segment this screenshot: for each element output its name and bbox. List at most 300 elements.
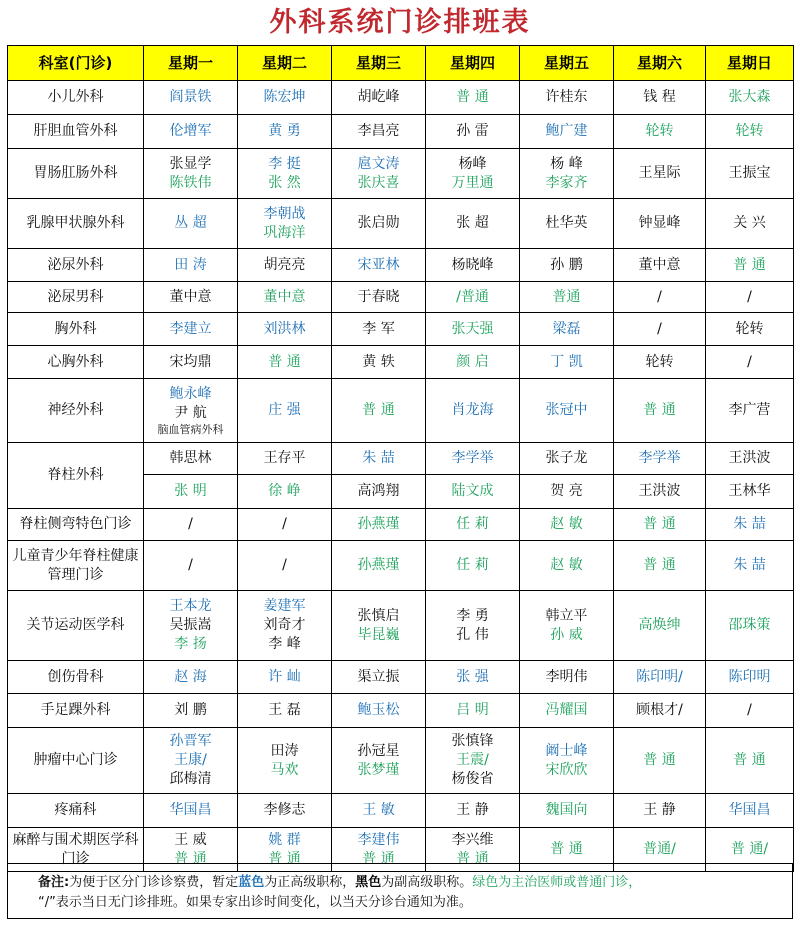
schedule-cell xyxy=(144,661,238,694)
doctor-name: 于春晓 xyxy=(357,288,400,305)
doctor-name: 轮转 xyxy=(645,353,674,370)
doctor-name: 刘洪林 xyxy=(263,320,306,337)
doctor-name: 尹 航 xyxy=(174,404,207,421)
doctor-name: 王星际 xyxy=(638,165,681,181)
schedule-cell xyxy=(706,591,794,661)
doctor-name: 朱 喆 xyxy=(733,516,766,532)
schedule-cell xyxy=(144,282,238,313)
doctor-name: 王洪波 xyxy=(728,450,771,466)
doctor-name: 邱梅清 xyxy=(169,771,212,787)
doctor-name: 朱 喆 xyxy=(362,450,395,466)
doctor-name: 渠立振 xyxy=(357,668,400,685)
doctor-name: 赵 海 xyxy=(174,668,207,685)
schedule-cell xyxy=(426,794,520,828)
schedule-cell xyxy=(238,282,332,313)
schedule-cell xyxy=(614,282,706,313)
schedule-cell xyxy=(238,794,332,828)
footer-label: 备注: xyxy=(38,875,70,890)
schedule-cell xyxy=(332,199,426,249)
doctor-name: / xyxy=(657,288,662,305)
schedule-cell xyxy=(238,541,332,591)
schedule-cell xyxy=(706,81,794,115)
doctor-name: 徐 峥 xyxy=(268,483,301,499)
schedule-cell xyxy=(238,313,332,346)
schedule-cell xyxy=(144,199,238,249)
schedule-cell xyxy=(332,443,426,475)
doctor-name: 普 通/ xyxy=(730,841,769,857)
doctor-name: 普 通 xyxy=(643,557,676,573)
table-row xyxy=(8,249,794,282)
schedule-cell xyxy=(332,379,426,443)
header-row xyxy=(8,46,794,81)
header-day-5: 星期五 xyxy=(520,46,614,81)
doctor-name: 李 峰 xyxy=(268,636,301,652)
doctor-name: 张慎启 xyxy=(357,607,400,624)
schedule-cell xyxy=(426,379,520,443)
schedule-cell xyxy=(426,509,520,541)
table-row xyxy=(8,81,794,115)
schedule-cell xyxy=(706,728,794,794)
doctor-name: 陈印明/ xyxy=(636,668,683,685)
doctor-name: 孙燕瑾 xyxy=(357,516,400,532)
doctor-name: 钟显峰 xyxy=(638,215,681,231)
doctor-name: 肖龙海 xyxy=(451,402,494,418)
schedule-cell xyxy=(238,443,332,475)
doctor-name: 李朝战 xyxy=(263,205,306,222)
doctor-name: 刘奇才 xyxy=(263,617,306,633)
doctor-name: 吴振嵩 xyxy=(169,617,212,633)
doctor-name: 李明伟 xyxy=(545,668,588,685)
schedule-cell xyxy=(706,509,794,541)
doctor-name: 许 屾 xyxy=(268,668,301,685)
doctor-name: 李 挺 xyxy=(268,155,301,172)
schedule-cell xyxy=(332,794,426,828)
doctor-name: / xyxy=(282,516,287,532)
doctor-name: 普 通 xyxy=(456,89,489,105)
doctor-name: 普 通 xyxy=(362,402,395,418)
table-row xyxy=(8,591,794,661)
schedule-cell xyxy=(706,149,794,199)
footer-text-2: 为正高级职称， xyxy=(264,875,356,890)
table-row xyxy=(8,115,794,149)
doctor-name: 胡屹峰 xyxy=(357,89,400,105)
schedule-cell xyxy=(332,313,426,346)
doctor-name: 王康/ xyxy=(174,752,207,768)
doctor-name: 毕昆巍 xyxy=(357,626,400,643)
schedule-cell xyxy=(238,694,332,728)
schedule-cell xyxy=(520,443,614,475)
doctor-name: 张子龙 xyxy=(545,450,588,466)
doctor-name: 韩立平 xyxy=(545,607,588,624)
doctor-name: 鲍玉松 xyxy=(357,702,400,718)
schedule-cell xyxy=(520,199,614,249)
doctor-name: 脑血管病外科 xyxy=(157,422,224,436)
header-department: 科室(门诊) xyxy=(8,46,144,81)
doctor-name: 王林华 xyxy=(728,483,771,499)
schedule-cell xyxy=(614,249,706,282)
doctor-name: 华国昌 xyxy=(169,802,212,818)
schedule-cell xyxy=(144,313,238,346)
doctor-name: 韩思林 xyxy=(169,450,212,466)
department-name: 肝胆血管外科 xyxy=(8,115,144,149)
doctor-name: 阎景铁 xyxy=(169,89,212,105)
schedule-cell xyxy=(332,509,426,541)
doctor-name: 张大森 xyxy=(728,89,771,105)
schedule-cell xyxy=(426,728,520,794)
doctor-name: 巩海洋 xyxy=(263,224,306,241)
schedule-cell xyxy=(238,379,332,443)
schedule-cell xyxy=(520,81,614,115)
doctor-name: 李建伟 xyxy=(357,831,400,848)
doctor-name: 宋均鼎 xyxy=(169,353,212,370)
doctor-name: 邵珠策 xyxy=(728,617,771,633)
schedule-cell xyxy=(706,541,794,591)
doctor-name: 李 军 xyxy=(362,320,395,337)
doctor-name: 李建立 xyxy=(169,320,212,337)
doctor-name: / xyxy=(747,702,752,718)
table-row xyxy=(8,509,794,541)
doctor-name: 丁 凯 xyxy=(550,353,583,370)
schedule-cell xyxy=(332,661,426,694)
schedule-cell xyxy=(332,591,426,661)
schedule-cell xyxy=(144,346,238,379)
schedule-cell xyxy=(614,81,706,115)
table-row xyxy=(8,694,794,728)
department-name: 脊柱外科 xyxy=(8,443,144,509)
schedule-cell xyxy=(520,591,614,661)
footer-text-3: 为副高级职称。 xyxy=(381,875,473,890)
schedule-cell xyxy=(614,346,706,379)
schedule-cell xyxy=(238,249,332,282)
doctor-name: 孙 鹏 xyxy=(550,256,583,273)
header-day-2: 星期二 xyxy=(238,46,332,81)
doctor-name: 杨峰 xyxy=(458,155,487,172)
schedule-cell xyxy=(332,694,426,728)
schedule-cell xyxy=(144,475,238,509)
doctor-name: 王震/ xyxy=(456,752,489,768)
schedule-cell xyxy=(426,199,520,249)
schedule-cell xyxy=(426,313,520,346)
schedule-cell xyxy=(520,313,614,346)
doctor-name: 李学举 xyxy=(451,450,494,466)
doctor-name: 张 明 xyxy=(174,483,207,499)
doctor-name: / xyxy=(188,557,193,573)
header-day-1: 星期一 xyxy=(144,46,238,81)
doctor-name: 鲍广建 xyxy=(545,123,588,139)
schedule-cell xyxy=(614,379,706,443)
doctor-name: 董中意 xyxy=(169,288,212,305)
doctor-name: 李 勇 xyxy=(456,607,489,624)
department-name: 麻醉与围术期医学科门诊 xyxy=(8,828,144,872)
schedule-cell xyxy=(706,443,794,475)
doctor-name: 普 通 xyxy=(268,353,301,370)
table-row xyxy=(8,443,794,475)
schedule-cell xyxy=(332,115,426,149)
doctor-name: 轮转 xyxy=(645,123,674,139)
schedule-cell xyxy=(238,199,332,249)
doctor-name: 钱 程 xyxy=(643,89,676,105)
doctor-name: 田 涛 xyxy=(174,256,207,273)
schedule-cell xyxy=(238,509,332,541)
doctor-name: 冯耀国 xyxy=(545,702,588,718)
schedule-cell xyxy=(426,661,520,694)
schedule-cell xyxy=(614,661,706,694)
doctor-name: 伦增军 xyxy=(169,123,212,139)
schedule-cell xyxy=(238,115,332,149)
schedule-cell xyxy=(614,794,706,828)
schedule-cell xyxy=(238,81,332,115)
doctor-name: / xyxy=(188,516,193,532)
doctor-name: 庄 强 xyxy=(268,402,301,418)
table-row xyxy=(8,282,794,313)
doctor-name: 张启勋 xyxy=(357,215,400,231)
schedule-cell xyxy=(614,149,706,199)
doctor-name: 李兴维 xyxy=(451,831,494,848)
doctor-name: 普 通 xyxy=(643,402,676,418)
schedule-table xyxy=(7,45,794,872)
schedule-cell xyxy=(332,282,426,313)
schedule-cell xyxy=(520,249,614,282)
doctor-name: 高鸿翔 xyxy=(357,483,400,499)
header-day-6: 星期六 xyxy=(614,46,706,81)
schedule-cell xyxy=(144,115,238,149)
schedule-cell xyxy=(614,475,706,509)
schedule-cell xyxy=(426,249,520,282)
department-name: 关节运动医学科 xyxy=(8,591,144,661)
table-row xyxy=(8,199,794,249)
schedule-cell xyxy=(706,661,794,694)
table-row xyxy=(8,313,794,346)
schedule-cell xyxy=(706,794,794,828)
schedule-cell xyxy=(614,728,706,794)
doctor-name: 王振宝 xyxy=(728,165,771,181)
schedule-cell xyxy=(238,591,332,661)
schedule-cell xyxy=(614,591,706,661)
doctor-name: / xyxy=(747,288,752,305)
doctor-name: 姚 群 xyxy=(268,831,301,848)
department-name: 胸外科 xyxy=(8,313,144,346)
doctor-name: 陈印明 xyxy=(728,668,771,685)
doctor-name: 张显学 xyxy=(169,155,212,172)
doctor-name: 孔 伟 xyxy=(456,626,489,643)
doctor-name: 胡亮亮 xyxy=(263,256,306,273)
schedule-cell xyxy=(520,728,614,794)
doctor-name: 李 扬 xyxy=(174,636,207,652)
doctor-name: 马欢 xyxy=(270,761,299,778)
doctor-name: 普 通 xyxy=(643,752,676,768)
schedule-cell xyxy=(706,694,794,728)
schedule-cell xyxy=(614,541,706,591)
schedule-cell xyxy=(144,541,238,591)
schedule-cell xyxy=(520,694,614,728)
doctor-name: 朱 喆 xyxy=(733,557,766,573)
doctor-name: 赵 敏 xyxy=(550,557,583,573)
schedule-cell xyxy=(706,313,794,346)
doctor-name: 李修志 xyxy=(263,802,306,818)
schedule-cell xyxy=(144,81,238,115)
doctor-name: 董中意 xyxy=(638,256,681,273)
schedule-cell xyxy=(238,661,332,694)
table-row xyxy=(8,794,794,828)
department-name: 儿童青少年脊柱健康管理门诊 xyxy=(8,541,144,591)
schedule-cell xyxy=(520,509,614,541)
doctor-name: 高焕绅 xyxy=(638,617,681,633)
footer-note xyxy=(7,863,793,919)
doctor-name: 张 强 xyxy=(456,668,489,685)
schedule-cell xyxy=(614,694,706,728)
schedule-cell xyxy=(520,149,614,199)
department-name: 心胸外科 xyxy=(8,346,144,379)
doctor-name: 杨俊省 xyxy=(451,771,494,787)
doctor-name: 张冠中 xyxy=(545,402,588,418)
doctor-name: 陆文成 xyxy=(451,483,494,499)
doctor-name: 孙晋军 xyxy=(169,733,212,749)
doctor-name: 张慎锋 xyxy=(451,733,494,749)
doctor-name: 轮转 xyxy=(735,320,764,337)
doctor-name: 黄 勇 xyxy=(268,123,301,139)
doctor-name: 王 威 xyxy=(174,831,207,848)
table-row xyxy=(8,149,794,199)
doctor-name: 姜建军 xyxy=(263,598,306,614)
schedule-cell xyxy=(614,199,706,249)
schedule-cell xyxy=(426,149,520,199)
footer-line-1 xyxy=(38,873,782,893)
schedule-cell xyxy=(706,199,794,249)
schedule-cell xyxy=(426,115,520,149)
doctor-name: 张梦瑾 xyxy=(357,761,400,778)
schedule-cell xyxy=(520,115,614,149)
doctor-name: 李广营 xyxy=(728,402,771,418)
schedule-cell xyxy=(238,346,332,379)
table-row xyxy=(8,541,794,591)
doctor-name: 华国昌 xyxy=(728,802,771,818)
schedule-cell xyxy=(614,115,706,149)
footer-blue-word: 蓝色 xyxy=(238,875,265,890)
doctor-name: 孙冠星 xyxy=(357,742,400,759)
schedule-cell xyxy=(332,81,426,115)
footer-black-word: 黑色 xyxy=(355,875,382,890)
doctor-name: 扈文涛 xyxy=(357,155,400,172)
header-day-3: 星期三 xyxy=(332,46,426,81)
schedule-cell xyxy=(706,346,794,379)
doctor-name: 普 通 xyxy=(174,850,207,867)
schedule-cell xyxy=(520,794,614,828)
schedule-cell xyxy=(520,346,614,379)
department-name: 小儿外科 xyxy=(8,81,144,115)
doctor-name: 轮转 xyxy=(735,123,764,139)
doctor-name: 魏国向 xyxy=(545,802,588,818)
footer-text-1: 为便于区分门诊诊察费，暂定 xyxy=(69,875,239,890)
doctor-name: 王存平 xyxy=(263,450,306,466)
table-row xyxy=(8,379,794,443)
schedule-cell xyxy=(614,509,706,541)
schedule-cell xyxy=(426,475,520,509)
doctor-name: 王 敏 xyxy=(362,802,395,818)
doctor-name: 丛 超 xyxy=(174,215,207,231)
department-name: 手足踝外科 xyxy=(8,694,144,728)
schedule-cell xyxy=(520,282,614,313)
department-name: 胃肠肛肠外科 xyxy=(8,149,144,199)
doctor-name: 梁磊 xyxy=(552,320,581,337)
department-name: 疼痛科 xyxy=(8,794,144,828)
doctor-name: 王洪波 xyxy=(638,483,681,499)
doctor-name: 普 通 xyxy=(733,752,766,768)
department-name: 神经外科 xyxy=(8,379,144,443)
schedule-cell xyxy=(520,541,614,591)
doctor-name: 宋欣欣 xyxy=(545,761,588,778)
doctor-name: 刘 鹏 xyxy=(174,702,207,718)
department-name: 肿瘤中心门诊 xyxy=(8,728,144,794)
doctor-name: 鲍永峰 xyxy=(169,385,212,402)
doctor-name: 普 通 xyxy=(733,256,766,273)
doctor-name: 普 通 xyxy=(456,850,489,867)
doctor-name: 陈宏坤 xyxy=(263,89,306,105)
schedule-cell xyxy=(144,509,238,541)
doctor-name: 张 然 xyxy=(268,174,301,191)
doctor-name: / xyxy=(657,320,662,337)
doctor-name: 任 莉 xyxy=(456,516,489,532)
schedule-cell xyxy=(426,346,520,379)
schedule-cell xyxy=(426,694,520,728)
doctor-name: 吕 明 xyxy=(456,702,489,718)
schedule-cell xyxy=(144,249,238,282)
schedule-cell xyxy=(426,81,520,115)
schedule-cell xyxy=(520,379,614,443)
schedule-cell xyxy=(614,313,706,346)
doctor-name: 杨晓峰 xyxy=(451,256,494,273)
schedule-cell xyxy=(332,728,426,794)
doctor-name: 关 兴 xyxy=(733,215,766,231)
schedule-cell xyxy=(520,475,614,509)
doctor-name: 孙 雷 xyxy=(456,123,489,139)
schedule-cell xyxy=(144,794,238,828)
doctor-name: 顾根才/ xyxy=(636,702,683,718)
table-row xyxy=(8,346,794,379)
doctor-name: 李家齐 xyxy=(545,174,588,191)
doctor-name: 万里通 xyxy=(451,174,494,191)
doctor-name: 田涛 xyxy=(270,742,299,759)
doctor-name: 陈铁伟 xyxy=(169,174,212,191)
schedule-cell xyxy=(426,443,520,475)
schedule-cell xyxy=(614,443,706,475)
doctor-name: 张 超 xyxy=(456,215,489,231)
schedule-cell xyxy=(332,346,426,379)
schedule-cell xyxy=(706,379,794,443)
department-name: 泌尿男科 xyxy=(8,282,144,313)
department-name: 乳腺甲状腺外科 xyxy=(8,199,144,249)
schedule-cell xyxy=(706,282,794,313)
schedule-cell xyxy=(144,379,238,443)
doctor-name: 宋亚林 xyxy=(357,256,400,273)
doctor-name: 王 静 xyxy=(643,802,676,818)
doctor-name: 普通/ xyxy=(643,841,676,857)
schedule-cell xyxy=(426,591,520,661)
doctor-name: 李昌亮 xyxy=(357,123,400,139)
doctor-name: / xyxy=(747,353,752,370)
schedule-cell xyxy=(144,694,238,728)
department-name: 泌尿外科 xyxy=(8,249,144,282)
schedule-cell xyxy=(332,475,426,509)
footer-line-2: “/”表示当日无门诊排班。如果专家出诊时间变化，以当天分诊台通知为准。 xyxy=(38,895,472,910)
schedule-cell xyxy=(144,149,238,199)
doctor-name: 董中意 xyxy=(263,288,306,305)
schedule-cell xyxy=(706,115,794,149)
footer-green-sentence: 绿色为主治医师或普通门诊， xyxy=(472,875,642,890)
doctor-name: 阚士峰 xyxy=(545,742,588,759)
doctor-name: 王本龙 xyxy=(169,598,212,614)
doctor-name: / xyxy=(282,557,287,573)
schedule-cell xyxy=(332,249,426,282)
